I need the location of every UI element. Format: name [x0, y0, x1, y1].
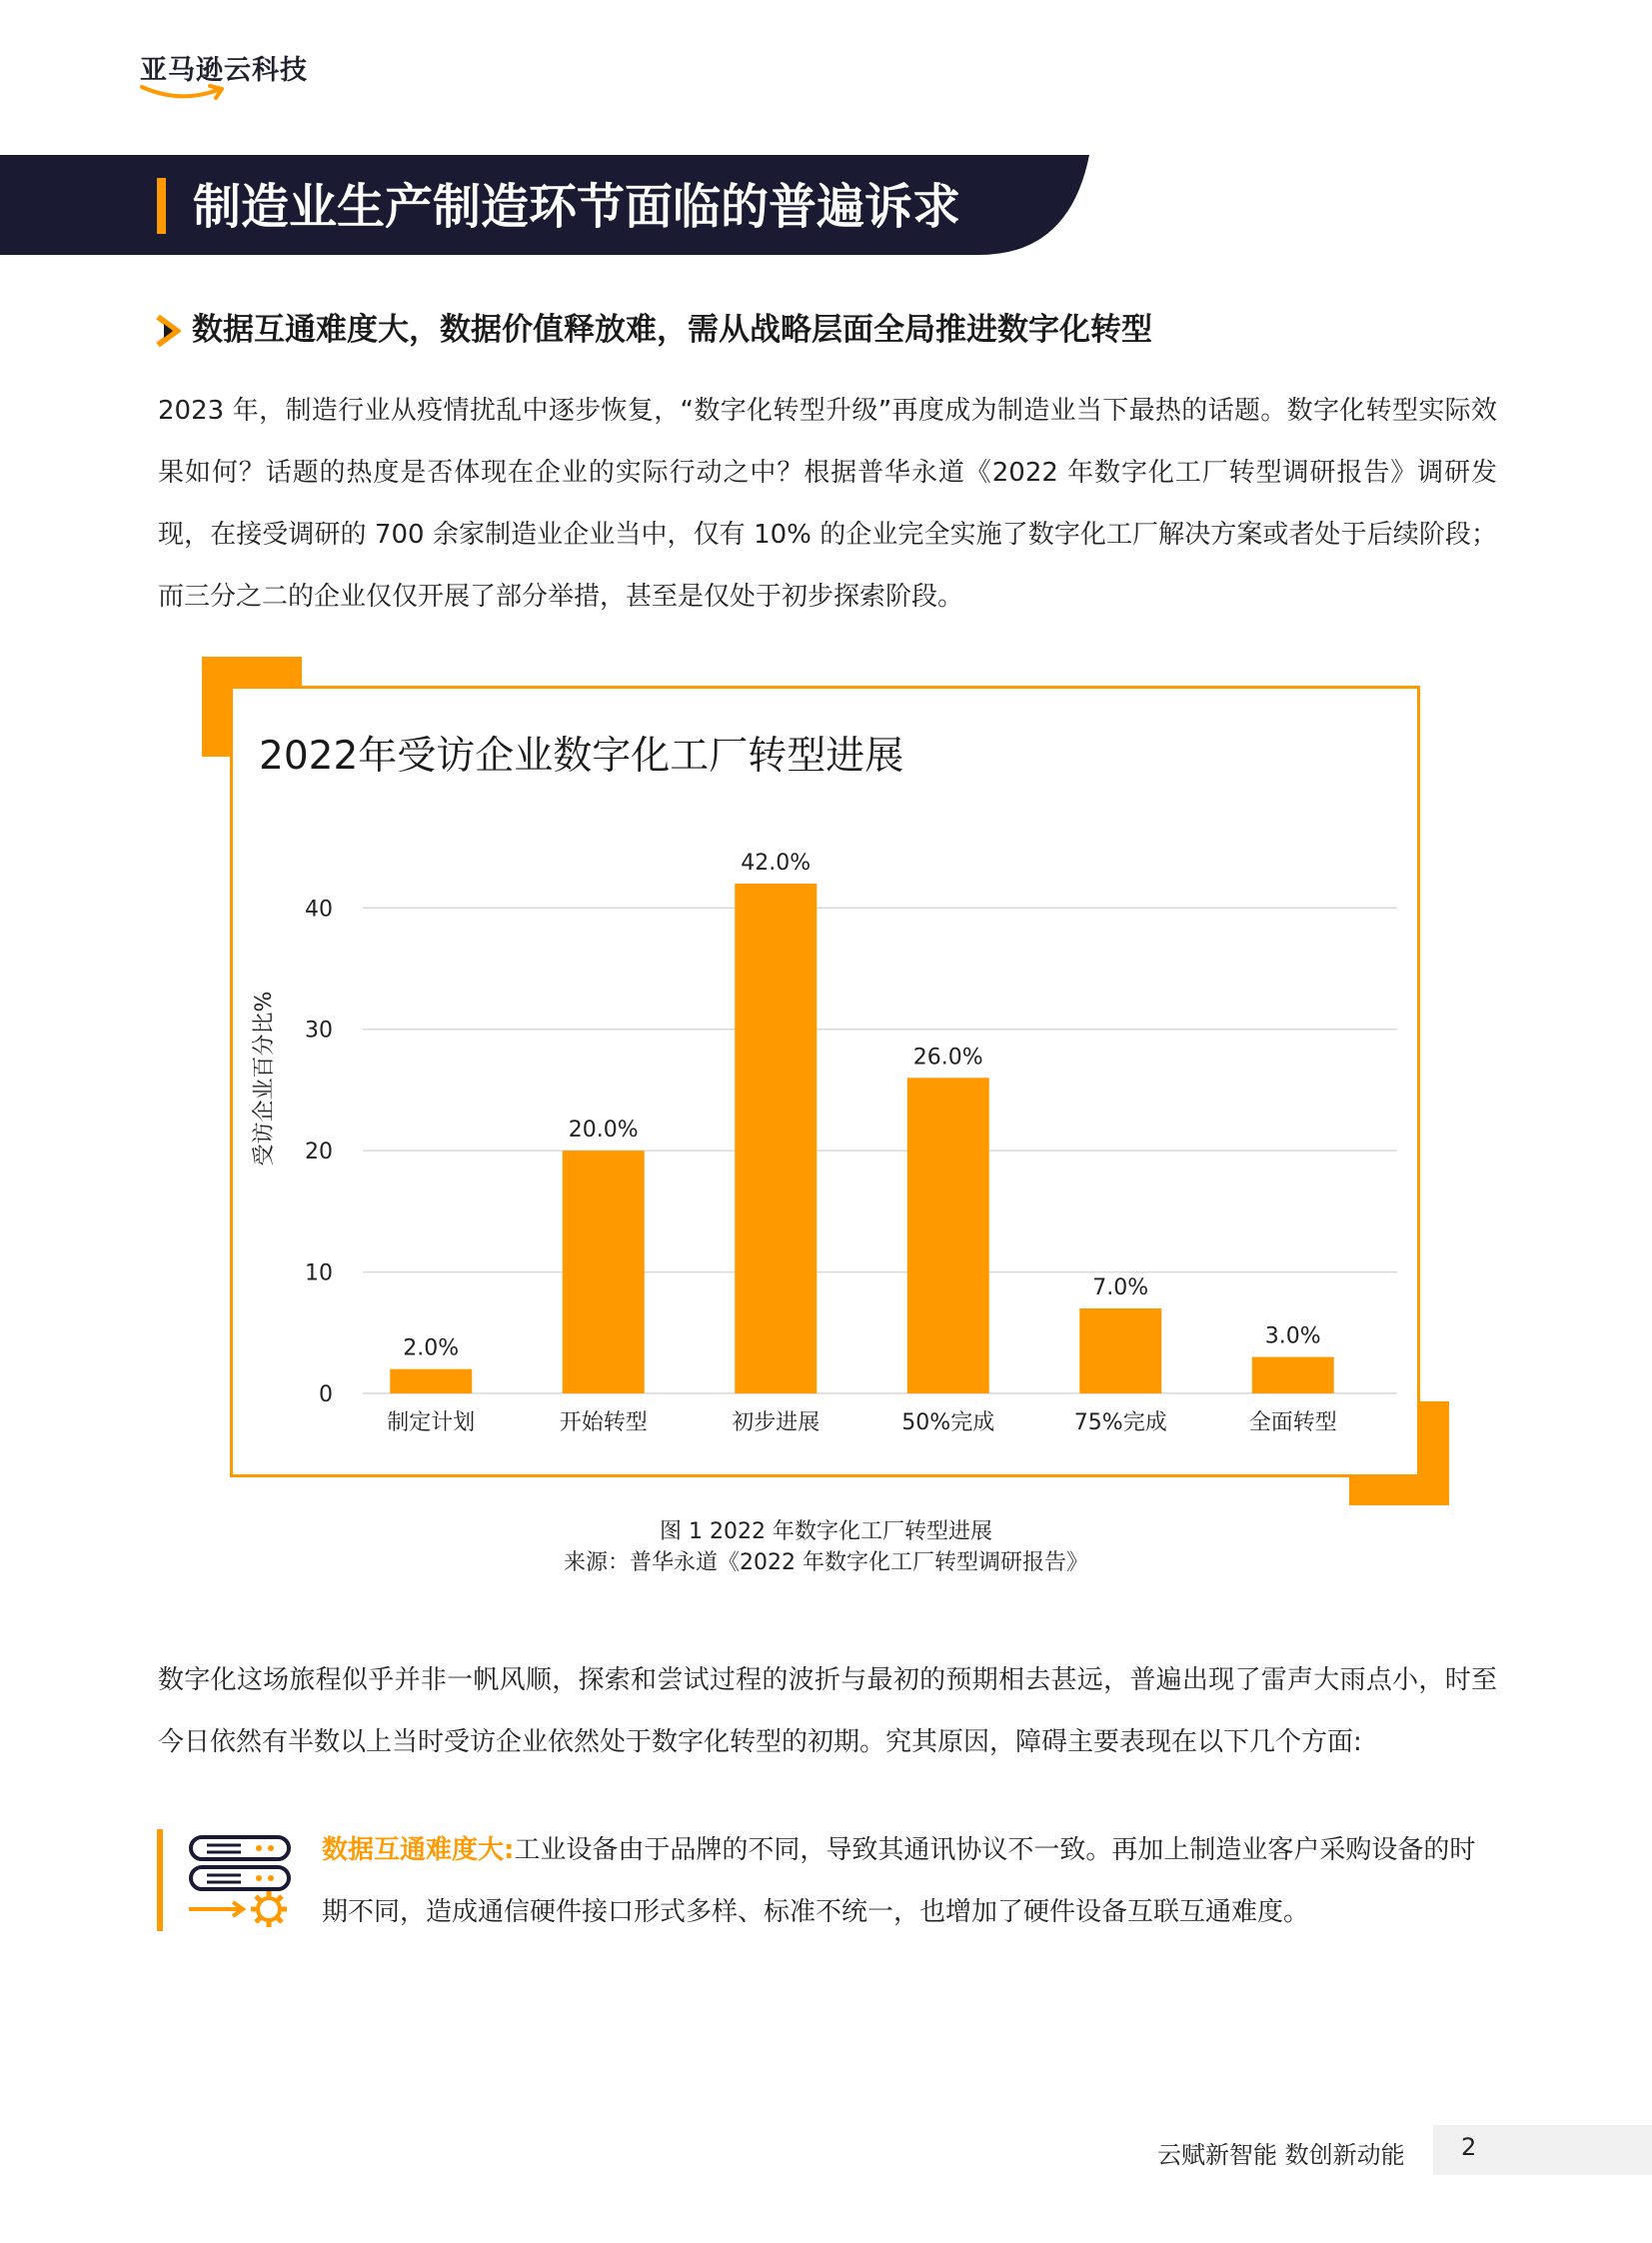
bar — [735, 884, 817, 1393]
x-tick-label: 75%完成 — [1073, 1410, 1167, 1435]
bar — [563, 1150, 645, 1393]
highlight-accent-bar — [157, 1829, 163, 1931]
highlight-text — [322, 1819, 1499, 1943]
logo-text: 亚马逊云科技 — [140, 55, 308, 86]
chart-title: 2022年受访企业数字化工厂转型进展 — [259, 734, 904, 779]
highlight-body: 工业设备由于品牌的不同，导致其通讯协议不一致。再加上制造业客户采购设备的时期不同，造成通信硬件接口形式多样、标准不统一，也增加了硬件设备互联互通难度。 — [322, 1835, 1476, 1927]
figure-source: 来源：普华永道《2022 年数字化工厂转型调研报告》 — [564, 1550, 1088, 1575]
bar-value-label: 20.0% — [568, 1118, 639, 1143]
figure-caption: 图 1 2022 年数字化工厂转型进展 — [660, 1519, 992, 1544]
bar-value-label: 7.0% — [1092, 1275, 1149, 1300]
x-tick-label: 初步进展 — [732, 1410, 821, 1435]
bar — [1252, 1357, 1334, 1393]
y-tick-label: 20 — [305, 1139, 333, 1165]
page-title: 制造业生产制造环节面临的普遍诉求 — [193, 179, 961, 235]
bar — [907, 1078, 989, 1393]
bar — [1079, 1308, 1161, 1393]
x-tick-label: 制定计划 — [387, 1410, 476, 1435]
obstacles-paragraph: 数字化这场旅程似乎并非一帆风顺，探索和尝试过程的波折与最初的预期相去甚远，普遍出现了雷声大雨点小，时至今日依然有半数以上当时受访企业依然处于数字化转型的初期。究其原因，障碍主要表现在以下几个方面: — [158, 1665, 1497, 1757]
chevron-right-icon — [155, 314, 181, 348]
x-tick-label: 开始转型 — [559, 1410, 648, 1435]
x-tick-label: 50%完成 — [901, 1410, 995, 1435]
highlight-label: 数据互通难度大: — [322, 1835, 515, 1865]
logo — [140, 48, 308, 87]
bar-chart — [233, 689, 1417, 1474]
page-number: 2 — [1461, 2133, 1477, 2161]
section-subheading: 数据互通难度大，数据价值释放难，需从战略层面全局推进数字化转型 — [192, 312, 1152, 348]
bar-value-label: 42.0% — [741, 851, 812, 876]
bar-value-label: 26.0% — [912, 1045, 983, 1071]
footer-slogan: 云赋新智能 数创新动能 — [1157, 2141, 1405, 2169]
intro-paragraph: 2023 年，制造行业从疫情扰乱中逐步恢复，“数字化转型升级”再度成为制造业当下最热的话题。数字化转型实际效果如何？话题的热度是否体现在企业的实际行动之中？根据普华永道《2022 年数字化工厂转型调研报告》调研发现，在接受调研的 700 余家制造业企业当中，仅有 10% 的企业完全实施了数字化工厂解决方案或者处于后续阶段；而三分之二的企业仅仅开展了部分举措，甚至是仅处于初步探索阶段。 — [158, 396, 1497, 612]
bar — [390, 1369, 472, 1393]
logo-smile-icon — [140, 82, 230, 104]
banner-accent-bar — [157, 178, 166, 234]
y-tick-label: 10 — [305, 1260, 333, 1286]
bar-value-label: 2.0% — [403, 1335, 460, 1361]
y-tick-label: 30 — [305, 1018, 333, 1044]
x-tick-label: 全面转型 — [1248, 1410, 1337, 1435]
y-axis-label: 受访企业百分比% — [252, 991, 277, 1166]
server-gear-icon — [185, 1833, 295, 1927]
bar-value-label: 3.0% — [1264, 1323, 1321, 1349]
y-tick-label: 40 — [305, 897, 333, 923]
y-tick-label: 0 — [319, 1382, 333, 1407]
chart-container — [230, 686, 1420, 1477]
